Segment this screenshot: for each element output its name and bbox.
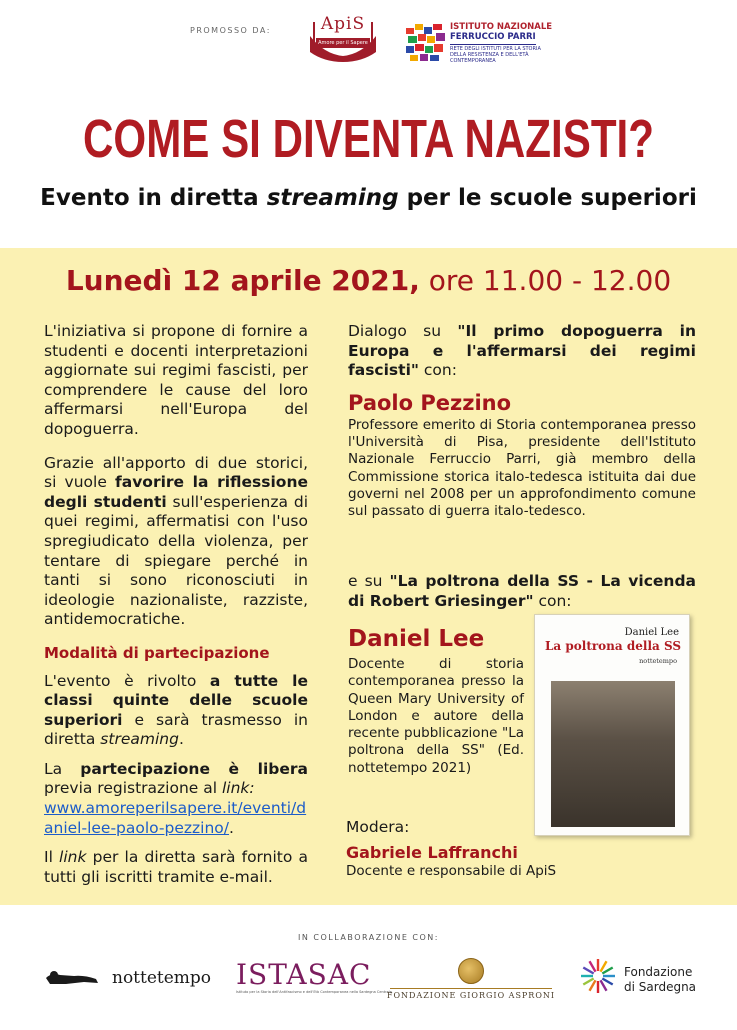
- speaker-2-bio: Docente di storia contemporanea presso la Queen Mary University of London e autore della recente pubblicazione "La poltrona della SS" (Ed. nottetempo 2021): [348, 656, 524, 776]
- promoted-by-label: PROMOSSO DA:: [190, 26, 271, 35]
- email-text-a: Il: [44, 848, 60, 867]
- second-topic: [348, 572, 696, 611]
- intro-paragraph: L'iniziativa si propone di fornire a studenti e docenti interpretazioni aggiornate sui regimi fascisti, per comprendere le cause del loro affermarsi nell'Europa del dopoguerra.: [44, 322, 308, 438]
- apis-logo: [302, 14, 384, 64]
- registration-link[interactable]: www.amoreperilsapere.it/eventi/daniel-lee-paolo-pezzino/: [44, 799, 307, 837]
- parri-logo-line2: FERRUCCIO PARRI: [450, 32, 536, 42]
- audience-text-d: streaming: [100, 730, 179, 749]
- medal-icon: [458, 958, 484, 984]
- subtitle-part2: streaming: [266, 185, 399, 211]
- aim-text-c: sull'esperienza di quei regimi, affermatisi con l'uso spregiudicato della violenza, per tentare di spiegare perché in tanti si sono riconosciuti in ideologie nazionaliste, razziste, antidemocratiche.: [44, 492, 308, 629]
- page-subtitle: [0, 185, 737, 211]
- istasac-logo: [236, 958, 392, 998]
- book-cover: [534, 614, 690, 836]
- book-publisher: nottetempo: [639, 657, 677, 665]
- fds-line1: Fondazione: [624, 965, 693, 979]
- fondazione-sardegna-logo: [624, 965, 696, 995]
- registration-paragraph: [44, 760, 308, 838]
- parri-logo-rule: [450, 44, 536, 45]
- event-date: [0, 264, 737, 297]
- dialog-topic: [348, 322, 696, 381]
- dialog-text-a: Dialogo su: [348, 322, 458, 340]
- asproni-rule: [390, 988, 552, 989]
- email-text-b: link: [59, 848, 87, 867]
- audience-text-e: .: [178, 730, 184, 749]
- aim-paragraph: [44, 454, 308, 630]
- registration-text-a: La: [44, 759, 81, 778]
- moderator-label: Modera:: [346, 818, 410, 836]
- left-column: [44, 322, 308, 887]
- subtitle-part3: per le scuole superiori: [398, 185, 697, 211]
- asproni-logo-name: FONDAZIONE GIORGIO ASPRONI: [386, 991, 556, 1000]
- mosaic-icon: [406, 24, 446, 62]
- parri-logo: [406, 22, 553, 66]
- dialog-text-b: "Il primo dopoguerra in Europa e l'affermarsi dei regimi fascisti": [348, 322, 697, 380]
- moderator-role: Docente e responsabile di ApiS: [346, 863, 557, 879]
- topic2-text-a: e su: [348, 572, 390, 590]
- registration-text-b: partecipazione è libera: [80, 759, 308, 778]
- speaker-1-name: Paolo Pezzino: [348, 390, 512, 415]
- participation-heading: Modalità di partecipazione: [44, 643, 270, 662]
- audience-text-b: a tutte le classi quinte delle scuole superiori: [44, 671, 308, 729]
- collaboration-label: IN COLLABORAZIONE CON:: [298, 933, 439, 942]
- audience-text-a: L'evento è rivolto: [44, 671, 210, 690]
- speaker-2-name: Daniel Lee: [348, 626, 485, 652]
- dialog-text-c: con:: [418, 361, 457, 380]
- speaker-1-bio: Professore emerito di Storia contemporanea presso l'Università di Pisa, presidente dell'Istituto Nazionale Ferruccio Parri, già membro della Commissione storica italo-tedesca istituita dai due governi nel 2008 per un approfondimento comune sul passato di guerra italo-tedesco.: [348, 416, 696, 520]
- subtitle-part1: Evento in diretta: [40, 185, 267, 211]
- book-author: Daniel Lee: [624, 627, 679, 638]
- email-paragraph: [44, 848, 308, 887]
- reclining-figure-icon: [44, 966, 100, 988]
- topic2-text-b: "La poltrona della SS - La vicenda di Robert Griesinger": [348, 572, 697, 610]
- aim-text-b: favorire la riflessione degli studenti: [44, 473, 308, 511]
- parri-logo-line1: ISTITUTO NAZIONALE: [450, 22, 553, 32]
- moderator-name: Gabriele Laffranchi: [346, 843, 518, 862]
- asproni-logo: [386, 958, 556, 1002]
- parri-logo-line3: RETE DEGLI ISTITUTI PER LA STORIA DELLA RESISTENZA E DELL'ETÀ CONTEMPORANEA: [450, 46, 541, 64]
- page-title: COME SI DIVENTA NAZISTI?: [83, 109, 654, 169]
- registration-text-d: link:: [222, 779, 255, 798]
- istasac-logo-subtitle: Istituto per la Storia dell'Antifascismo e dell'Età Contemporanea nella Sardegna Centrale: [236, 990, 392, 994]
- event-day: Lunedì 12 aprile 2021,: [65, 264, 420, 297]
- registration-text-e: .: [229, 818, 234, 837]
- nottetempo-logo: nottetempo: [112, 968, 212, 988]
- aim-text-a: Grazie all'apporto di due storici, si vuole: [44, 453, 308, 492]
- registration-text-c: previa registrazione al: [44, 779, 222, 798]
- fds-line2: di Sardegna: [624, 980, 697, 994]
- event-time: ore 11.00 - 12.00: [419, 264, 672, 297]
- starburst-icon: [580, 958, 616, 994]
- topic2-text-c: con:: [533, 591, 572, 610]
- apis-logo-subtitle: Amore per il Sapere: [316, 38, 370, 48]
- apis-logo-name: ApiS: [320, 14, 366, 34]
- email-text-c: per la diretta sarà fornito a tutti gli iscritti tramite e-mail.: [44, 848, 309, 886]
- audience-paragraph: [44, 672, 308, 750]
- right-column: [348, 322, 696, 521]
- istasac-logo-name: ISTASAC: [236, 958, 372, 991]
- book-cover-photo: [551, 681, 675, 827]
- audience-text-c: e sarà trasmesso in diretta: [44, 710, 308, 749]
- book-title: La poltrona della SS: [544, 639, 682, 653]
